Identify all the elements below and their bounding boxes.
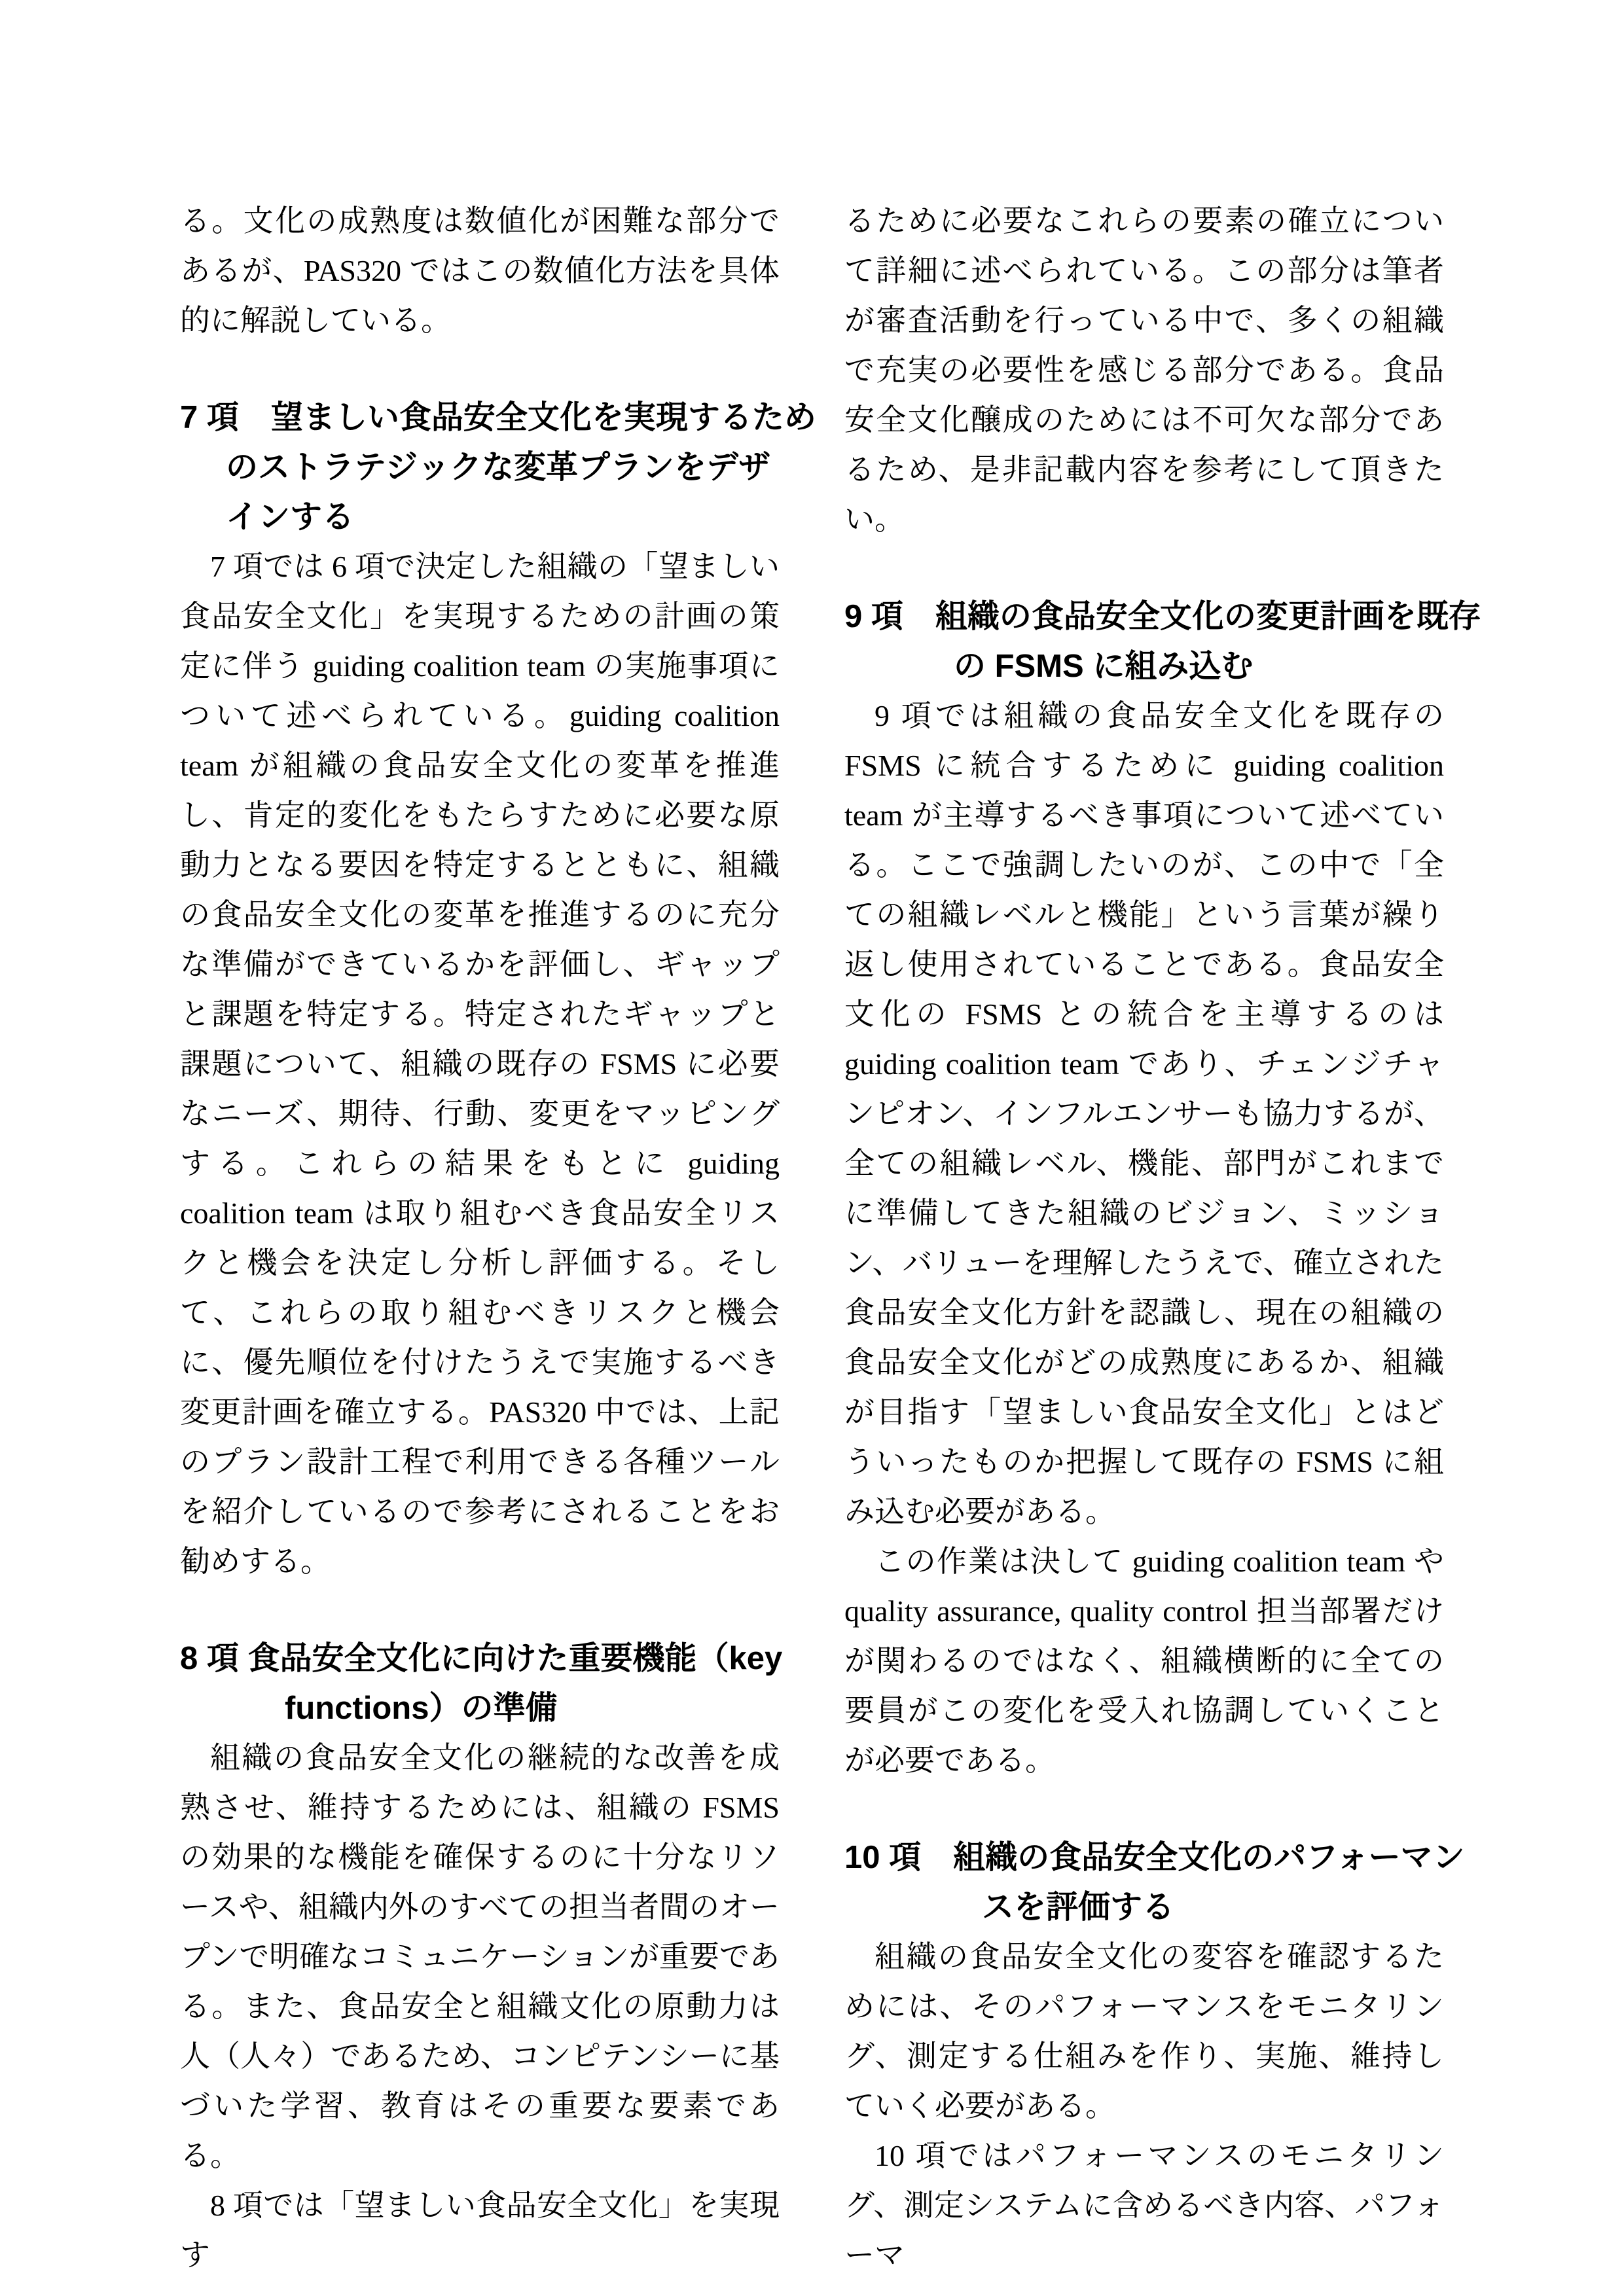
section-10-heading-line-1: 10 項 組織の食品安全文化のパフォーマン bbox=[844, 1840, 1465, 1875]
left-column bbox=[180, 196, 816, 2280]
section-8-heading-line-1: 8 項 食品安全文化に向けた重要機能（key bbox=[180, 1641, 783, 1676]
section-10-heading-line-2: スを評価する bbox=[982, 1890, 1175, 1925]
section-7-body-paragraph: 7 項では 6 項で決定した組織の「望ましい食品安全文化」を実現するための計画の策定に伴う guiding coalition team の実施事項について述べられている。guiding coalition team が組織の食品安全文化の変革を推進し、肯定的変化をもたらすために必要な原動力となる要因を特定するとともに、組織の食品安全文化の変革を推進するのに充分な準備ができているかを評価し、ギャップと課題を特定する。特定されたギャップと課題について、組織の既存の FSMS に必要なニーズ、期待、行動、変更をマッピングする。これらの結果をもとに guiding coalition team は取り組むべき食品安全リスクと機会を決定し分析し評価する。そして、これらの取り組むべきリスクと機会に、優先順位を付けたうえで実施するべき変更計画を確立する。PAS320 中では、上記のプラン設計工程で利用できる各種ツールを紹介しているので参考にされることをお勧めする。 bbox=[180, 550, 780, 1578]
section-7-heading-line-3: インする bbox=[226, 499, 355, 535]
paragraph-continuation-from-previous-page: る。文化の成熟度は数値化が困難な部分であるが、PAS320 ではこの数値化方法を具体的に解説している。 bbox=[180, 204, 780, 337]
section-9-body-paragraph: 9 項では組織の食品安全文化を既存の FSMS に統合するために guiding coalition team が主導するべき事項について述べている。ここで強調したいのが、この中で「全ての組織レベルと機能」という言葉が繰り返し使用されていることである。食品安全文化の FSMS との統合を主導するのは guiding coalition team であり、チェンジチャンピオン、インフルエンサーも協力するが、全ての組織レベル、機能、部門がこれまでに準備してきた組織のビジョン、ミッション、バリューを理解したうえで、確立された食品安全文化方針を認識し、現在の組織の食品安全文化がどの成熟度にあるか、組織が目指す「望ましい食品安全文化」とはどういったものか把握して既存の FSMS に組み込む必要がある。 bbox=[844, 699, 1444, 1528]
section-7-heading bbox=[180, 393, 816, 542]
section-8-heading bbox=[180, 1634, 783, 1733]
right-column bbox=[844, 196, 1481, 2280]
section-9-heading-line-1: 9 項 組織の食品安全文化の変更計画を既存 bbox=[844, 599, 1481, 634]
section-10-body-paragraph-2: 10 項ではパフォーマンスのモニタリング、測定システムに含めるべき内容、パフォーマ bbox=[844, 2139, 1444, 2272]
section-9-body-paragraph-2: この作業は決して guiding coalition team や quality assurance, quality control 担当部署だけが関わるのではなく、組織横断的に全ての要員がこの変化を受入れ協調していくことが必要である。 bbox=[844, 1545, 1444, 1777]
section-9-heading-line-2: の FSMS に組み込む bbox=[954, 649, 1254, 684]
section-10-body-paragraph: 組織の食品安全文化の変容を確認するためには、そのパフォーマンスをモニタリング、測定する仕組みを作り、実施、維持していく必要がある。 bbox=[844, 1940, 1444, 2123]
section-7-heading-line-2: のストラテジックな変革プランをデザ bbox=[226, 450, 771, 485]
section-8-body-paragraph: 組織の食品安全文化の継続的な改善を成熟させ、維持するためには、組織の FSMS の効果的な機能を確保するのに十分なリソースや、組織内外のすべての担当者間のオープンで明確なコミュニケーションが重要である。また、食品安全と組織文化の原動力は人（人々）であるため、コンピテンシーに基づいた学習、教育はその重要な要素である。 bbox=[180, 1741, 780, 2172]
paragraph-continuation-from-left-column: るために必要なこれらの要素の確立について詳細に述べられている。この部分は筆者が審査活動を行っている中で、多くの組織で充実の必要性を感じる部分である。食品安全文化醸成のためには不可欠な部分であるため、是非記載内容を参考にして頂きたい。 bbox=[844, 204, 1445, 536]
section-9-heading bbox=[844, 592, 1481, 691]
section-10-heading bbox=[844, 1833, 1465, 1932]
section-8-body-paragraph-2: 8 項では「望ましい食品安全文化」を実現す bbox=[180, 2189, 780, 2272]
section-7-heading-line-1: 7 項 望ましい食品安全文化を実現するため bbox=[180, 400, 816, 435]
section-8-heading-line-2: functions）の準備 bbox=[285, 1691, 558, 1726]
